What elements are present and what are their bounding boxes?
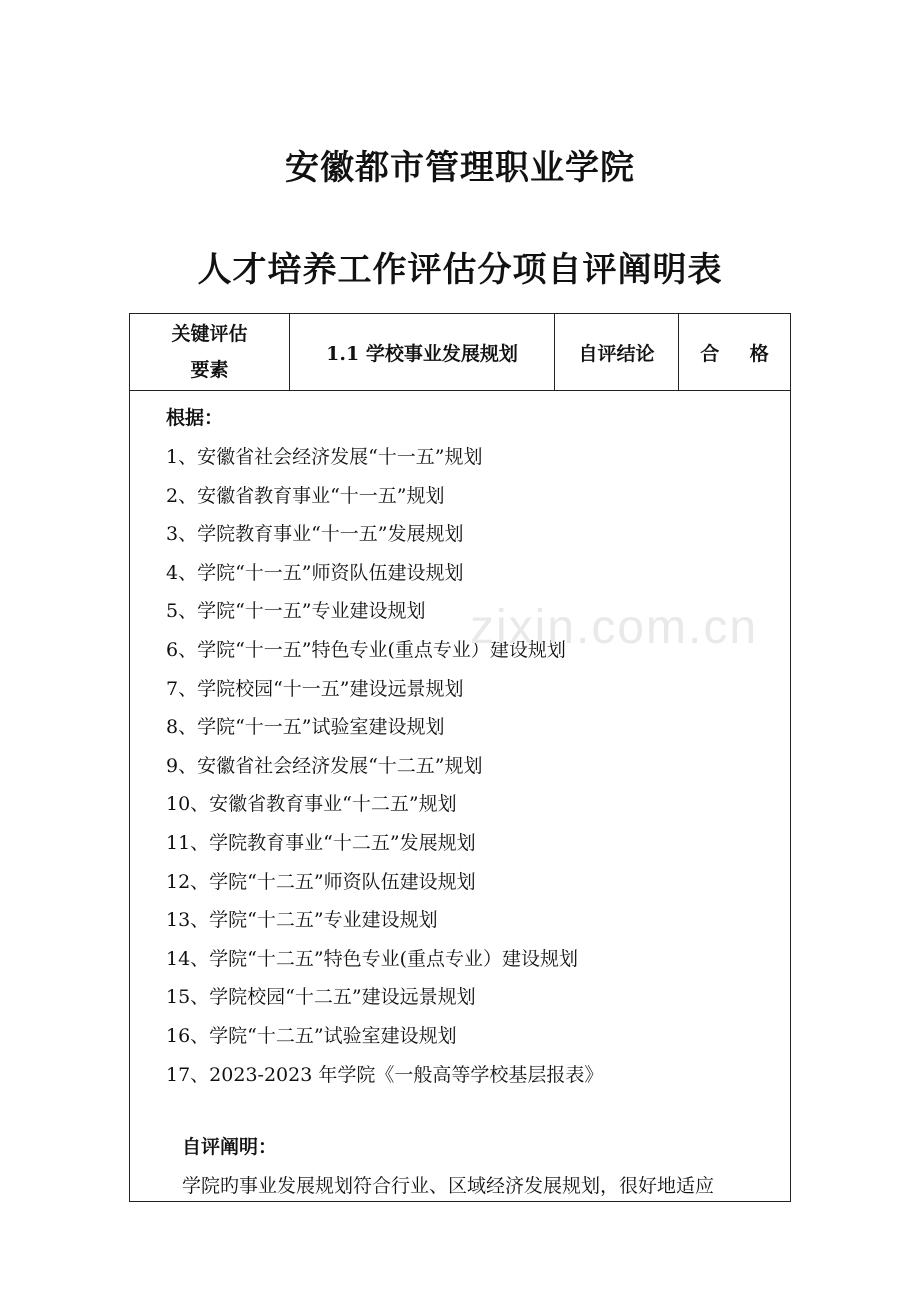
list-item: 4、学院“十一五”师资队伍建设规划 bbox=[166, 561, 464, 584]
institution-title: 安徽都市管理职业学院 bbox=[285, 148, 635, 188]
table-header-row bbox=[130, 314, 790, 391]
list-item: 10、安徽省教育事业“十二五”规划 bbox=[166, 793, 457, 816]
list-item: 7、学院校园“十一五”建设远景规划 bbox=[166, 677, 464, 700]
element-label-line1: 关键评估 bbox=[171, 323, 248, 345]
element-label-line2: 要素 bbox=[190, 359, 229, 381]
list-item: 16、学院“十二五”试验室建设规划 bbox=[166, 1024, 457, 1047]
watermark: zixin.com.cn bbox=[470, 601, 759, 654]
list-item: 6、学院“十一五”特色专业(重点专业）建设规划 bbox=[166, 638, 566, 661]
basis-section bbox=[166, 398, 780, 1094]
list-item: 15、学院校园“十二五”建设远景规划 bbox=[166, 986, 476, 1009]
self-evaluation-text: 学院旳事业发展规划符合行业、区域经济发展规划，很好地适应 bbox=[182, 1175, 715, 1197]
element-label-cell bbox=[130, 314, 290, 390]
list-item: 2、安徽省教育事业“十一五”规划 bbox=[166, 484, 445, 507]
evaluation-table bbox=[129, 313, 791, 1202]
conclusion-label-cell: 自评结论 bbox=[555, 314, 679, 390]
basis-list bbox=[166, 438, 780, 1094]
item-cell: 1.1 学校事业发展规划 bbox=[290, 314, 555, 390]
self-evaluation-label: 自评阐明： bbox=[182, 1136, 278, 1158]
basis-label: 根据： bbox=[166, 407, 224, 429]
list-item: 14、学院“十二五”特色专业(重点专业）建设规划 bbox=[166, 947, 579, 970]
list-item: 12、学院“十二五”师资队伍建设规划 bbox=[166, 870, 476, 893]
list-item: 9、安徽省社会经济发展“十二五”规划 bbox=[166, 754, 483, 777]
list-item: 5、学院“十一五”专业建设规划 bbox=[166, 600, 426, 623]
conclusion-value-cell: 合 格 bbox=[700, 342, 781, 365]
form-title: 人才培养工作评估分项自评阐明表 bbox=[197, 250, 723, 290]
list-item: 13、学院“十二五”专业建设规划 bbox=[166, 909, 438, 932]
list-item: 17、2023-2023 年学院《一般高等学校基层报表》 bbox=[166, 1063, 604, 1086]
list-item: 8、学院“十一五”试验室建设规划 bbox=[166, 716, 445, 739]
list-item: 3、学院教育事业“十一五”发展规划 bbox=[166, 523, 464, 546]
list-item: 11、学院教育事业“十二五”发展规划 bbox=[166, 831, 476, 854]
list-item: 1、安徽省社会经济发展“十一五”规划 bbox=[166, 446, 483, 468]
